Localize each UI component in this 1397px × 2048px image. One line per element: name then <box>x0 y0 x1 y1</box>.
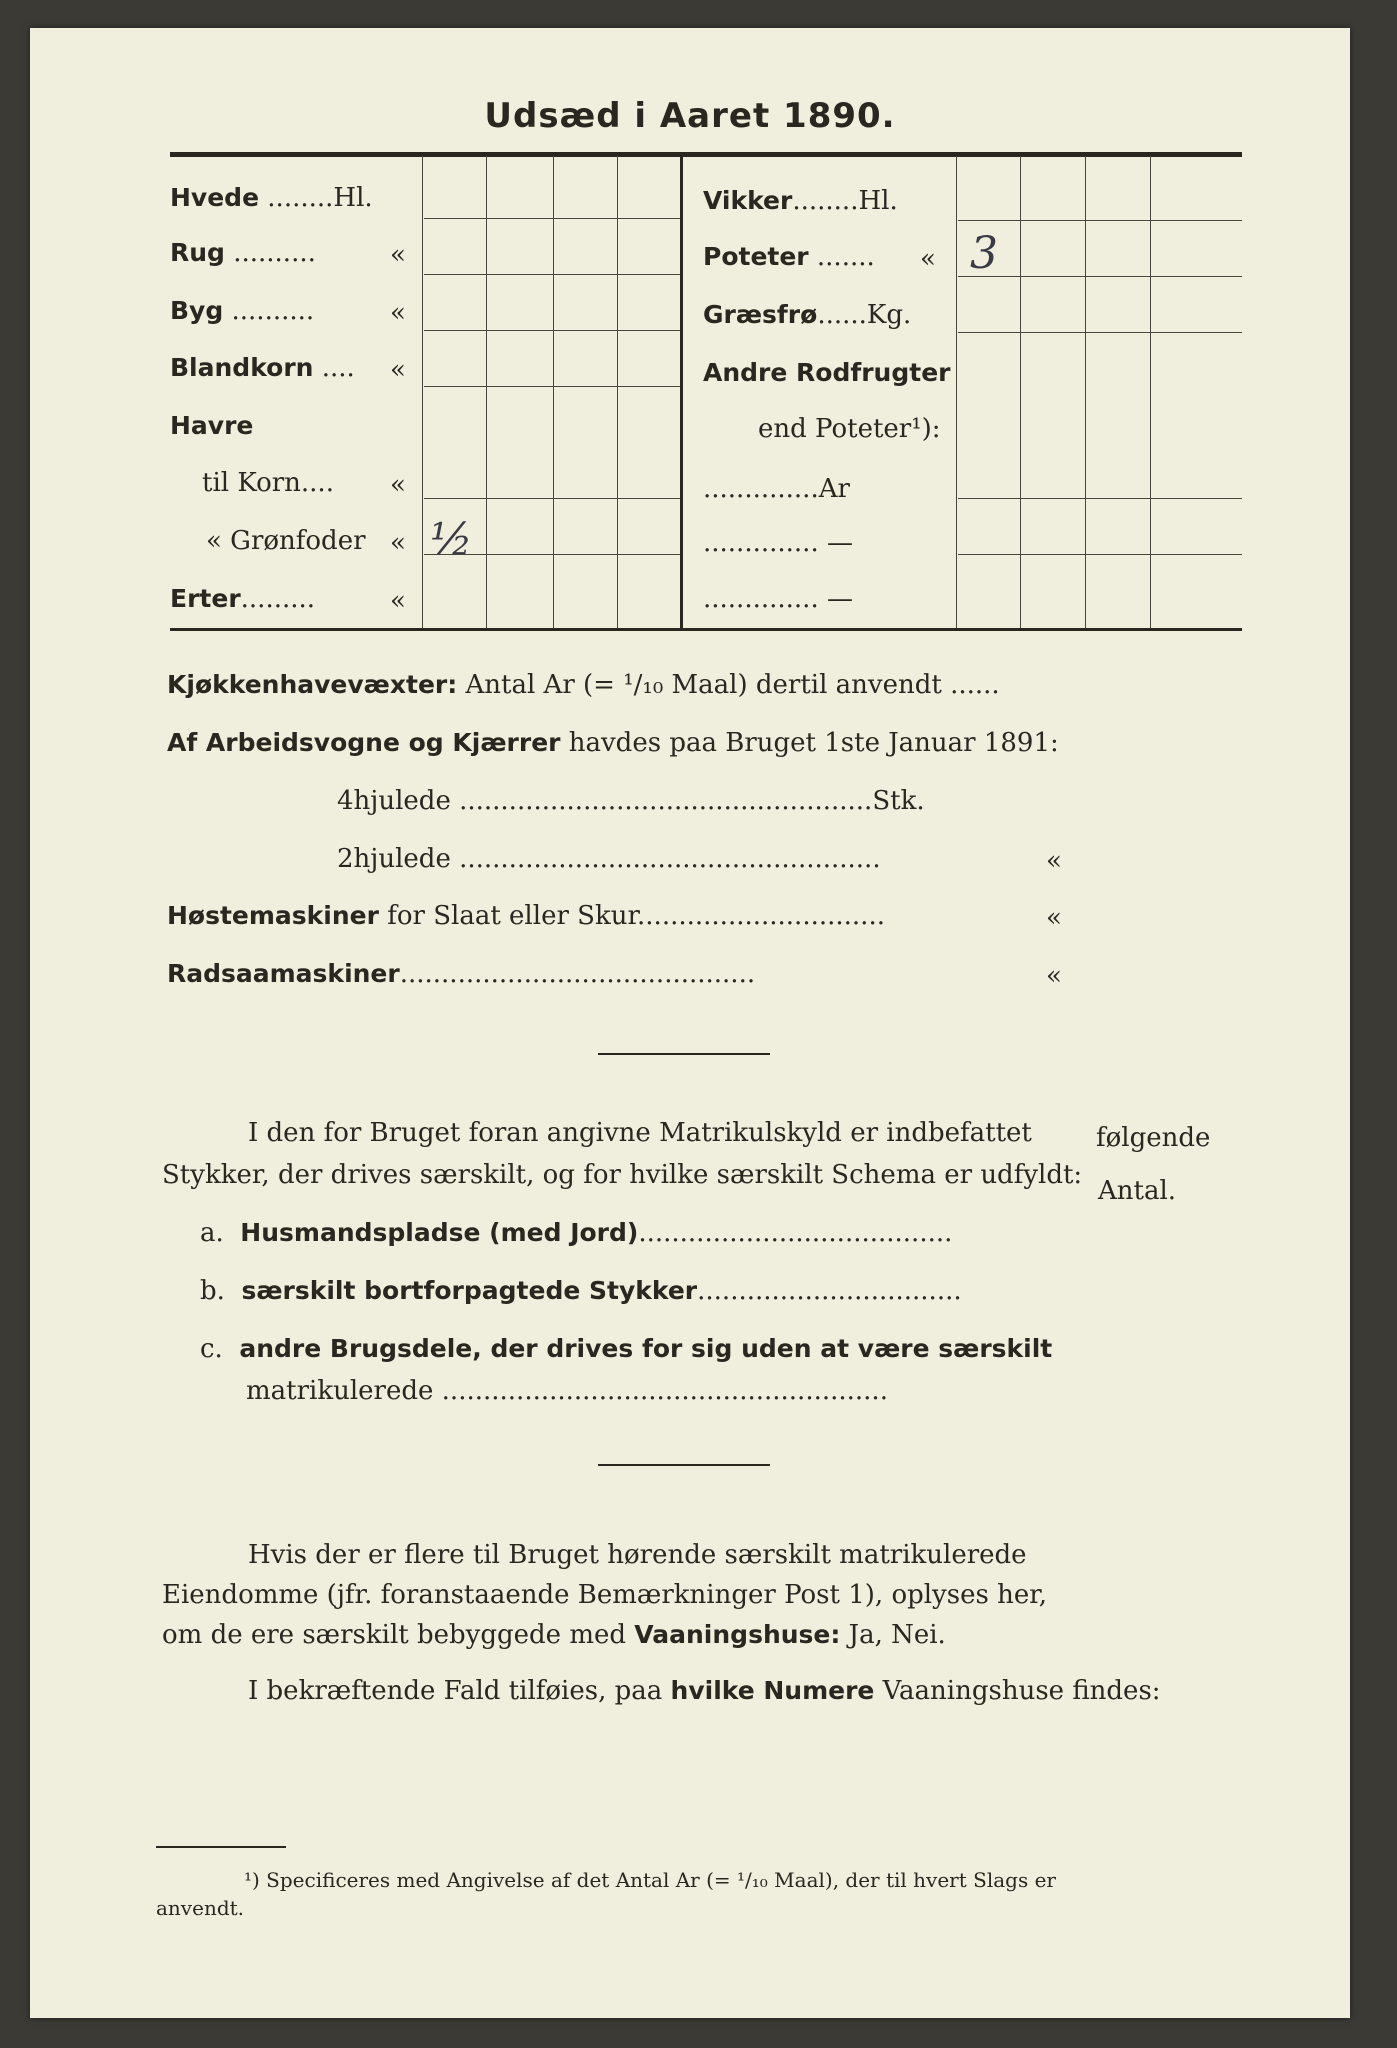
section-separator-2 <box>598 1464 770 1466</box>
right-row-line <box>958 276 1242 277</box>
handwritten-poteter-value: 3 <box>970 228 998 279</box>
left-col-line-1 <box>422 156 423 628</box>
hjulede2-line: 2hjulede ................................................... <box>337 844 881 874</box>
row-blandkorn: Blandkorn .... <box>170 353 355 383</box>
left-row-line <box>424 498 680 499</box>
left-col-line-4 <box>617 156 618 628</box>
row-til-korn: til Korn.... <box>202 468 334 498</box>
left-col-line-3 <box>553 156 554 628</box>
unit-til-korn: « <box>390 470 406 500</box>
item-c: c. andre Brugsdele, der drives for sig uden at være særskilt <box>200 1334 1053 1364</box>
row-end-poteter: end Poteter¹): <box>758 414 941 444</box>
radsaa-line: Radsaamaskiner........................................... <box>167 959 756 989</box>
left-row-line <box>424 330 680 331</box>
hoste-line: Høstemaskiner for Slaat eller Skur.............................. <box>167 901 885 931</box>
table-top-rule <box>170 152 1242 157</box>
item-a: a. Husmandspladse (med Jord)...................................... <box>200 1218 953 1248</box>
hjulede2-unit: « <box>1046 846 1062 876</box>
para2-line2: Eiendomme (jfr. foranstaaende Bemærkninger Post 1), oplyses her, <box>162 1580 1048 1610</box>
right-row-line <box>958 332 1242 333</box>
row-gronfoder: « Grønfoder <box>206 526 366 556</box>
row-rug: Rug .......... <box>170 238 316 268</box>
right-row-line <box>958 554 1242 555</box>
left-row-line <box>424 218 680 219</box>
table-center-divider <box>680 156 683 628</box>
right-col-line-4 <box>1150 156 1151 628</box>
right-col-line-1 <box>956 156 957 628</box>
unit-byg: « <box>390 298 406 328</box>
right-col-line-2 <box>1020 156 1021 628</box>
item-b: b. særskilt bortforpagtede Stykker................................ <box>200 1276 962 1306</box>
kjokken-line: Kjøkkenhavevæxter: Antal Ar (= ¹/₁₀ Maal) dertil anvendt ...... <box>167 670 1000 700</box>
arbeid-line: Af Arbeidsvogne og Kjærrer havdes paa Bruget 1ste Januar 1891: <box>167 728 1059 758</box>
para1-line1: I den for Bruget foran angivne Matrikulskyld er indbefattet <box>248 1118 1032 1148</box>
item-c-line2: matrikulerede ...................................................... <box>246 1376 888 1406</box>
table-bottom-rule <box>170 628 1242 631</box>
para2-line4: I bekræftende Fald tilføies, paa hvilke Numere Vaaningshuse findes: <box>248 1676 1161 1706</box>
unit-rug: « <box>390 240 406 270</box>
form-page <box>30 28 1350 2018</box>
row-poteter: Poteter ....... <box>703 242 875 272</box>
left-row-line <box>424 274 680 275</box>
hoste-unit: « <box>1046 903 1062 933</box>
para2-line1: Hvis der er flere til Bruget hørende særskilt matrikulerede <box>248 1540 1027 1570</box>
para1-line2: Stykker, der drives særskilt, og for hvilke særskilt Schema er udfyldt: <box>162 1160 1083 1190</box>
row-vikker: Vikker........Hl. <box>703 186 898 216</box>
para1-line2-right: Antal. <box>1098 1176 1177 1206</box>
row-graesfro: Græsfrø......Kg. <box>703 300 912 330</box>
footnote-rule <box>156 1846 286 1848</box>
row-ar: ..............Ar <box>703 474 850 504</box>
row-erter: Erter......... <box>170 584 316 614</box>
left-col-line-2 <box>486 156 487 628</box>
row-andre-rodfrugter: Andre Rodfrugter <box>703 358 951 387</box>
radsaa-unit: « <box>1046 961 1062 991</box>
page-title: Udsæd i Aaret 1890. <box>484 96 896 136</box>
row-havre: Havre <box>170 411 254 440</box>
handwritten-gronfoder-value: ½ <box>430 514 473 565</box>
para1-line1-right: følgende <box>1096 1123 1211 1153</box>
unit-poteter: « <box>920 244 936 274</box>
para2-line3: om de ere særskilt bebyggede med Vaaningshuse: Ja, Nei. <box>162 1620 946 1650</box>
right-row-line <box>958 498 1242 499</box>
hjulede4-line: 4hjulede ..................................................Stk. <box>337 786 925 816</box>
footnote-line2: anvendt. <box>156 1896 245 1920</box>
right-row-line <box>958 220 1242 221</box>
row-blank-2: .............. — <box>703 584 853 614</box>
section-separator-1 <box>598 1053 770 1055</box>
row-hvede: Hvede ........Hl. <box>170 183 373 213</box>
row-blank-1: .............. — <box>703 528 853 558</box>
right-col-line-3 <box>1085 156 1086 628</box>
left-row-line <box>424 386 680 387</box>
row-byg: Byg .......... <box>170 296 315 326</box>
unit-gronfoder: « <box>390 528 406 558</box>
unit-erter: « <box>390 586 406 616</box>
footnote-line1: ¹) Specificeres med Angivelse af det Antal Ar (= ¹/₁₀ Maal), der til hvert Slags er <box>244 1868 1056 1892</box>
unit-blandkorn: « <box>390 355 406 385</box>
